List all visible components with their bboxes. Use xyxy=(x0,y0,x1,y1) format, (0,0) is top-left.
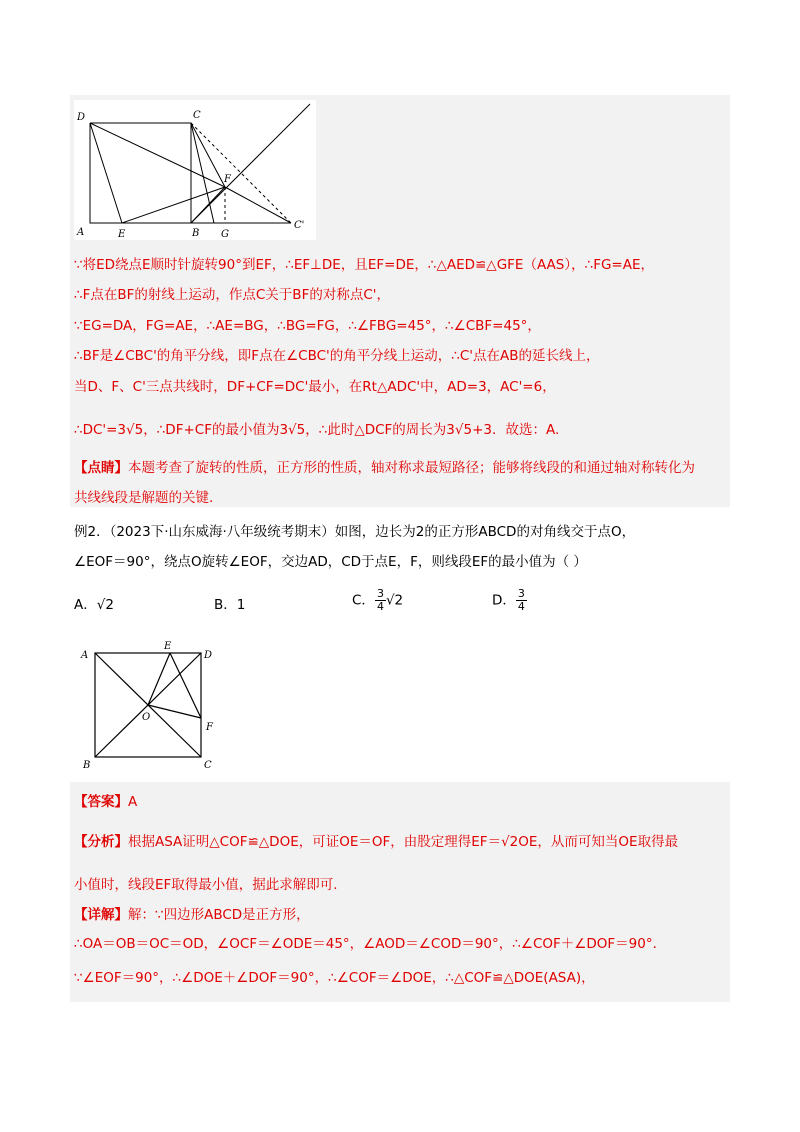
figure2-diagram xyxy=(78,640,228,775)
answer-line xyxy=(74,792,137,812)
option-b: B．1 xyxy=(214,597,246,613)
detail-line1 xyxy=(74,905,310,925)
option-d xyxy=(492,588,527,613)
detail-text1: 解：∵四边形ABCD是正方形， xyxy=(128,907,310,923)
label-A: A xyxy=(81,650,89,661)
segment-ef xyxy=(170,653,201,718)
option-d-fraction xyxy=(516,588,527,613)
label-B: B xyxy=(83,760,91,771)
option-c-fraction xyxy=(375,588,386,613)
option-c-suffix: √2 xyxy=(385,592,404,609)
answer-tag: 【答案】 xyxy=(74,794,128,810)
analysis-line1 xyxy=(74,832,678,852)
label-E: E xyxy=(118,229,126,240)
label-A: A xyxy=(77,227,85,238)
label-F: F xyxy=(224,174,231,185)
label-D: D xyxy=(204,650,213,661)
sol1-line6: ∴DC'=3√5，∴DF+CF的最小值为3√5，∴此时△DCF的周长为3√5+3．故选：A. xyxy=(74,422,560,438)
segment-of xyxy=(148,705,201,718)
dianjing-text1: 本题考查了旋转的性质，正方形的性质，轴对称求最短路径；能够将线段的和通过轴对称转化为 xyxy=(128,460,695,476)
label-B: B xyxy=(192,228,200,239)
sol1-line4: ∴BF是∠CBC'的角平分线，即F点在∠CBC'的角平分线上运动，∴C'点在AB的延长线上， xyxy=(74,348,600,364)
option-d-den: 4 xyxy=(517,600,525,613)
answer-value: A xyxy=(128,794,138,810)
option-d-prefix: D． xyxy=(492,592,516,609)
detail-line2: ∴OA＝OB＝OC＝OD，∠OCF＝∠ODE＝45°，∠AOD＝∠COD＝90°，∴∠COF＋∠DOF＝90°． xyxy=(74,936,667,952)
option-c-num: 3 xyxy=(376,587,384,600)
dianjing-line2: 共线线段是解题的关键. xyxy=(74,490,214,506)
figure1-diagram xyxy=(74,100,316,240)
option-c xyxy=(352,588,403,613)
label-C: C xyxy=(204,760,212,771)
detail-tag: 【详解】 xyxy=(74,907,128,923)
analysis-tag: 【分析】 xyxy=(74,834,128,850)
label-C: C xyxy=(193,110,201,121)
label-O: O xyxy=(142,712,151,723)
dianjing-line1 xyxy=(74,458,695,478)
label-C-prime: C' xyxy=(294,220,305,231)
label-G: G xyxy=(221,229,229,240)
label-F: F xyxy=(206,722,213,733)
ex2-question-line2: ∠EOF＝90°，绕点O旋转∠EOF，交边AD，CD于点E，F，则线段EF的最小值为（ ） xyxy=(74,554,587,570)
option-c-prefix: C． xyxy=(352,592,375,609)
analysis-text1: 根据ASA证明△COF≌△DOE，可证OE＝OF，由股定理得EF＝√2OE，从而可知当OE取得最 xyxy=(128,834,679,850)
option-c-den: 4 xyxy=(376,600,384,613)
detail-line3: ∵∠EOF＝90°，∴∠DOE＋∠DOF＝90°，∴∠COF＝∠DOE，∴△COF≌△DOE(ASA)， xyxy=(74,970,595,986)
ex2-question-line1: 例2．（2023下·山东威海·八年级统考期末）如图，边长为2的正方形ABCD的对角线交于点O， xyxy=(74,524,636,540)
segment-oe xyxy=(148,653,170,705)
sol1-line5: 当D、F、C'三点共线时，DF+CF=DC'最小，在Rt△ADC'中，AD=3，AC'=6， xyxy=(74,379,556,395)
option-a: A．√2 xyxy=(74,597,114,613)
label-E: E xyxy=(164,641,172,652)
option-d-num: 3 xyxy=(517,587,525,600)
analysis-line2: 小值时，线段EF取得最小值，据此求解即可. xyxy=(74,877,338,893)
dianjing-tag: 【点睛】 xyxy=(74,460,128,476)
label-D: D xyxy=(77,112,86,123)
sol1-line1: ∵将ED绕点E顺时针旋转90°到EF，∴EF⊥DE，且EF=DE，∴△AED≌△GFE（AAS），∴FG=AE， xyxy=(74,257,655,273)
sol1-line3: ∵EG=DA，FG=AE，∴AE=BG，∴BG=FG，∴∠FBG=45°，∴∠CBF=45°， xyxy=(74,318,541,334)
sol1-line2: ∴F点在BF的射线上运动，作点C关于BF的对称点C'， xyxy=(74,287,390,303)
